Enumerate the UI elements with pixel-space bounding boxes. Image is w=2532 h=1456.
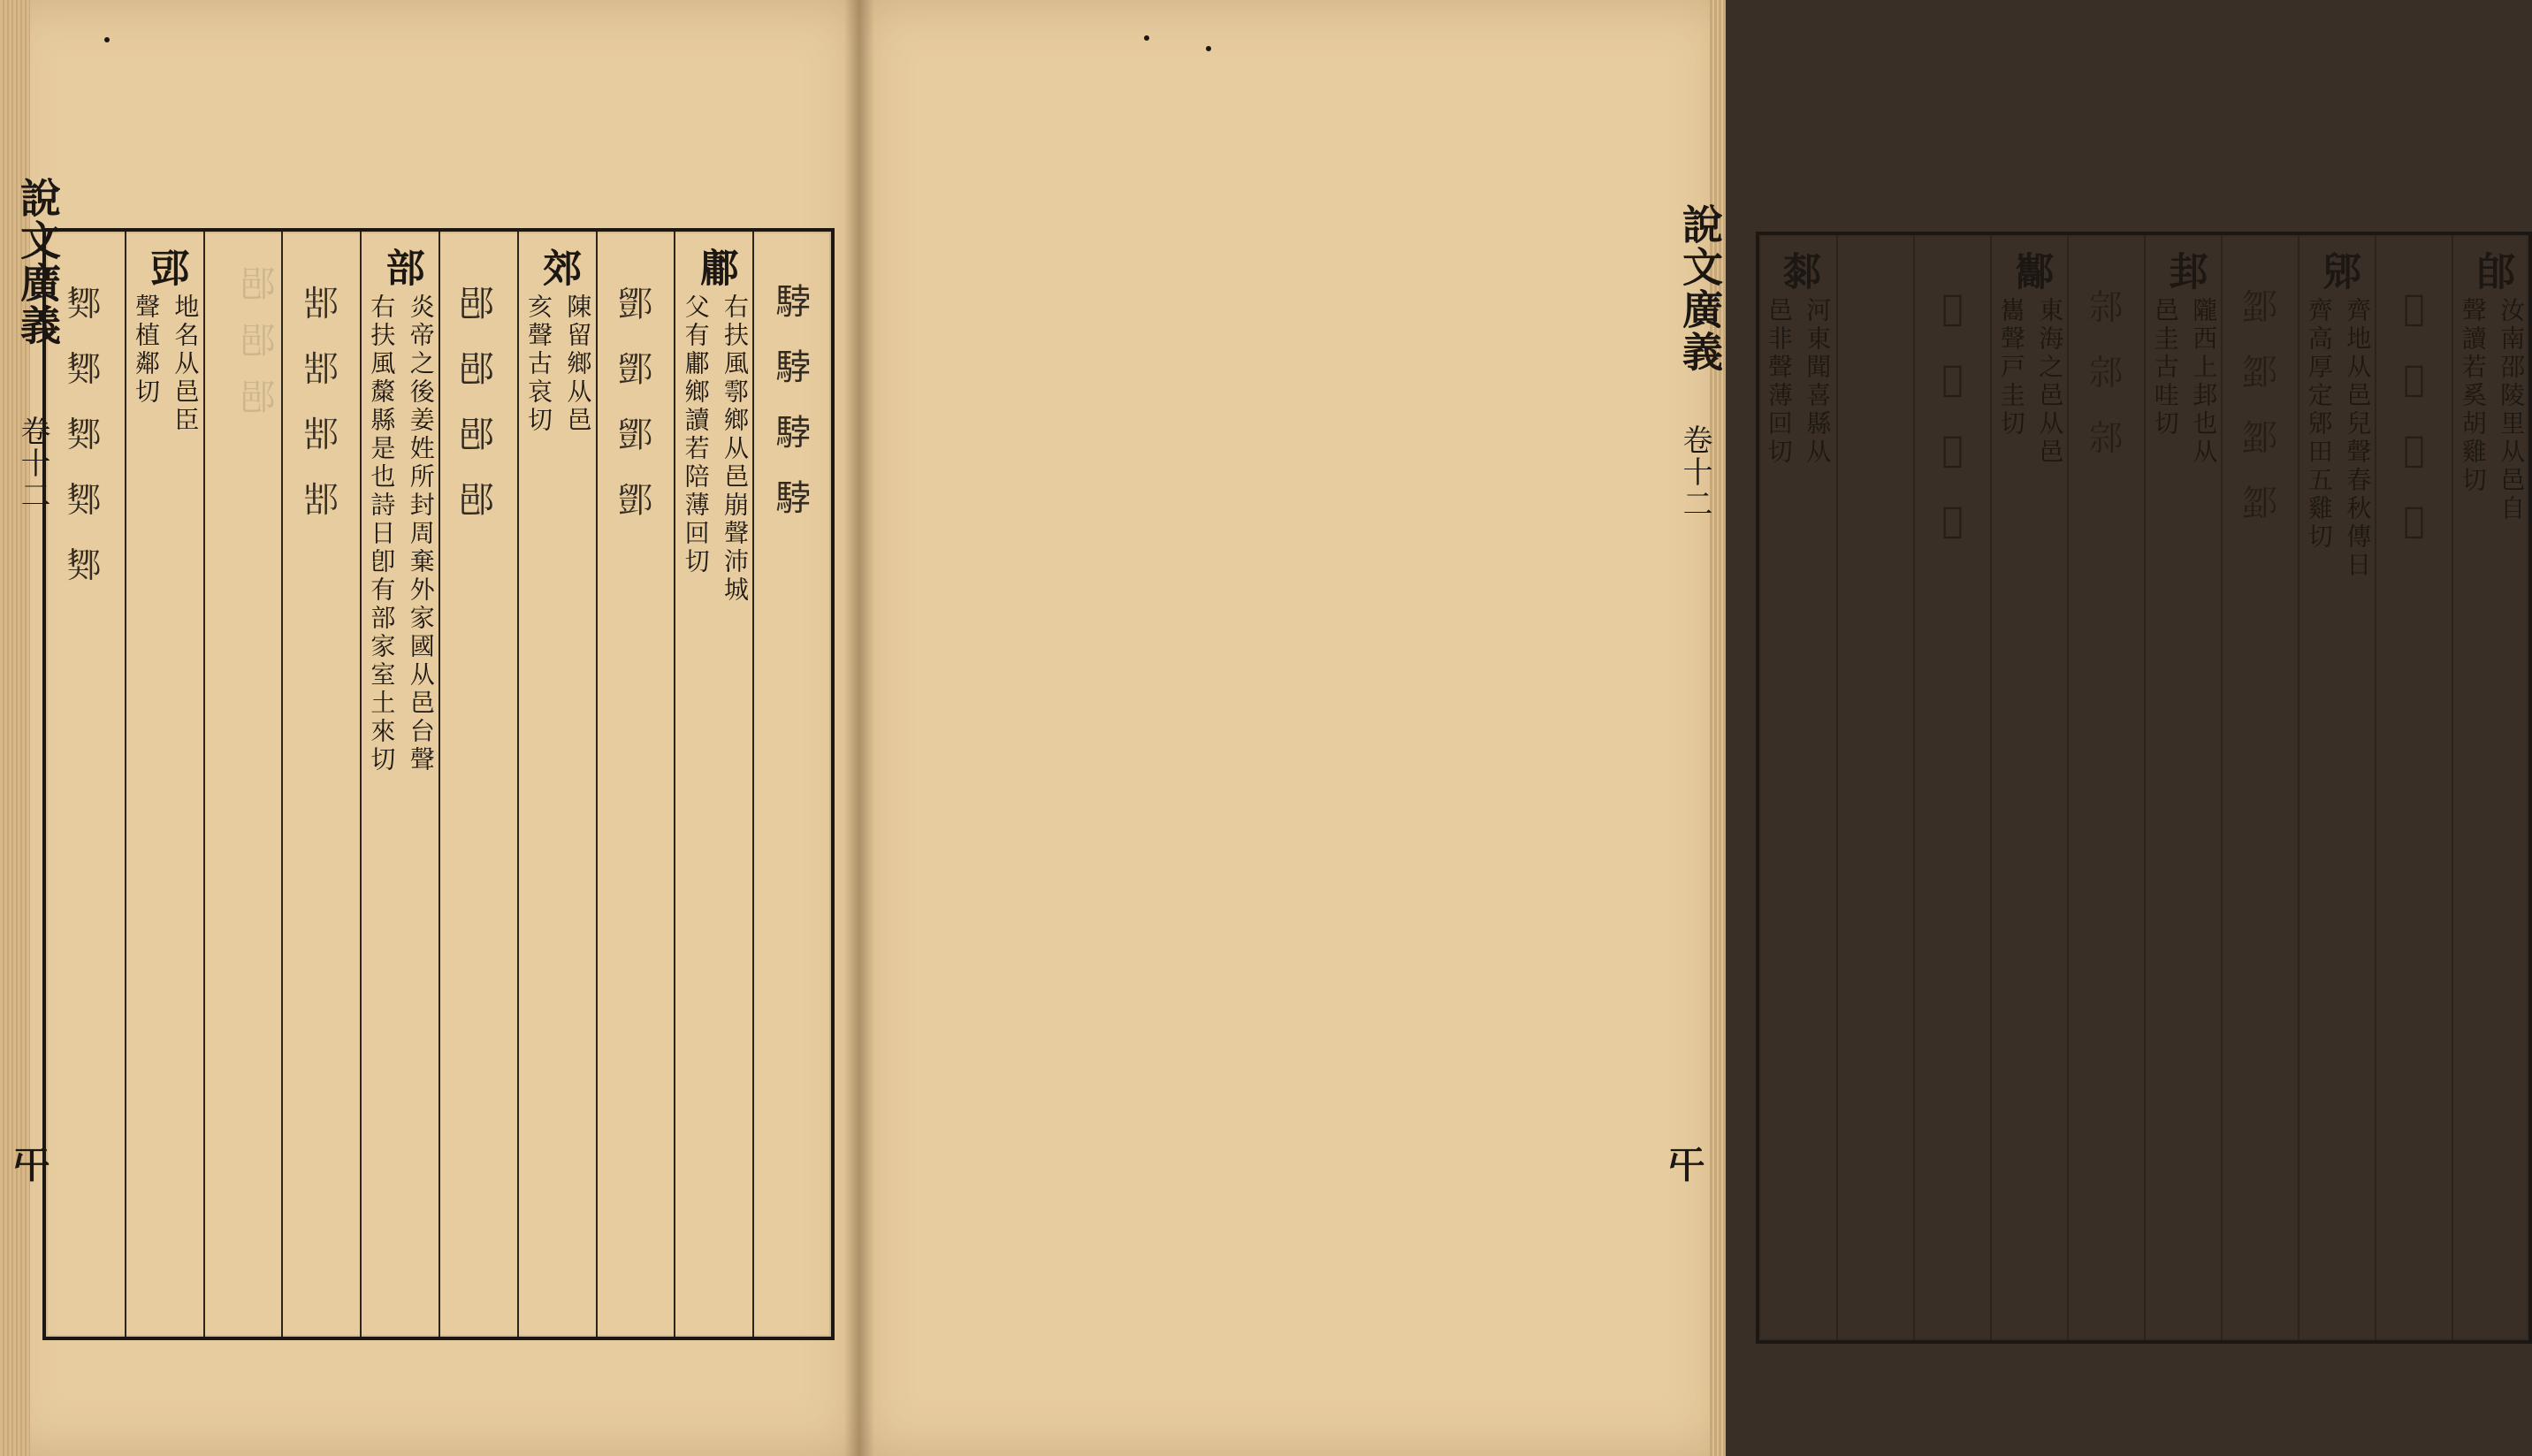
book-spine (844, 0, 874, 1456)
right-margin-juan: 卷十二 (1677, 424, 1712, 520)
headword: 䣛 (1775, 251, 1821, 290)
gloss-text: 右扶風斄縣是也詩日卽有部家室土來切 (367, 293, 397, 774)
text-column (1759, 235, 1836, 1340)
right-text-frame (1756, 232, 2532, 1344)
gloss-text: 汝南邵陵里从邑自 (2497, 297, 2527, 523)
left-text-frame (42, 228, 835, 1340)
gloss-text: 邑圭古哇切 (2150, 297, 2180, 438)
gloss-text: 地名从邑臣 (171, 293, 201, 435)
gloss-text: 邑非聲薄回切 (1764, 297, 1794, 467)
text-column (1990, 235, 2069, 1340)
gloss-text: 聲讀若奚胡雞切 (2458, 297, 2488, 495)
gloss-text: 右扶風鄠鄉从邑崩聲沛城 (721, 293, 750, 605)
text-column (752, 232, 833, 1337)
right-page (859, 0, 2527, 1456)
text-column (2298, 235, 2376, 1340)
text-column (439, 232, 519, 1337)
text-column (1836, 235, 1915, 1340)
headword: 酅 (2008, 251, 2054, 290)
seal-script-glyphs: 𨛱𨛱𨛱 (2084, 288, 2125, 484)
gloss-text: 河東聞喜縣从 (1803, 297, 1833, 467)
gloss-text: 齊高厚定郳田五雞切 (2304, 297, 2334, 552)
gloss-text: 亥聲古哀切 (524, 293, 553, 435)
seal-script-glyphs: 𨞥𨞥𨞥𨞥 (1932, 288, 1973, 571)
gloss-text: 巂聲戸圭切 (1996, 297, 2026, 438)
text-column (517, 232, 598, 1337)
gloss-text: 東海之邑从邑 (2035, 297, 2065, 467)
text-column (360, 232, 440, 1337)
gloss-text: 炎帝之後姜姓所封周棄外家國从邑台聲 (406, 293, 436, 774)
headword: 鄘 (692, 248, 738, 286)
text-column (2144, 235, 2223, 1340)
text-column (2452, 235, 2530, 1340)
gloss-text: 齊地从邑兒聲春秋傳日 (2343, 297, 2373, 580)
bleed-through: 𨛗𨛗𨛗 (234, 265, 275, 435)
gloss-text: 陳留鄉从邑 (563, 293, 593, 435)
left-folio: 𡕒 (12, 1143, 51, 1188)
text-column (2221, 235, 2299, 1340)
seal-script-glyphs: 𨞌𨞌𨞌𨞌 (614, 285, 654, 546)
headword: 部 (378, 248, 424, 286)
text-column (125, 232, 205, 1337)
headword: 郊 (536, 248, 582, 286)
ink-spot (1144, 35, 1149, 41)
text-column (1913, 235, 1992, 1340)
seal-script-glyphs: 𨜒𨜒𨜒𨜒𨜒 (62, 285, 103, 612)
headword: 邽 (2162, 251, 2208, 290)
seal-script-glyphs: 𨛜𨛜𨛜𨛜 (2393, 288, 2435, 571)
left-margin-title: 說文廣義 (14, 177, 62, 347)
left-margin-juan: 卷十二 (15, 415, 50, 511)
gloss-text: 聲植鄰切 (132, 293, 161, 407)
left-page (0, 0, 859, 1456)
seal-script-glyphs: 𨛗𨛗𨛗𨛗 (453, 285, 494, 546)
text-column (596, 232, 676, 1337)
text-column (46, 232, 125, 1337)
ink-spot (104, 37, 110, 42)
headword: 郳 (2315, 251, 2361, 290)
text-column (203, 232, 284, 1337)
gloss-text: 隴西上邽也从 (2189, 297, 2219, 467)
text-column (674, 232, 754, 1337)
seal-script-glyphs: 𨜗𨜗𨜗𨜗 (2238, 288, 2279, 550)
right-folio: 𡕒 (1667, 1143, 1706, 1188)
seal-script-glyphs: 𨜋𨜋𨜋𨜋 (299, 285, 340, 546)
ink-spot (1206, 46, 1211, 51)
right-margin-title: 說文廣義 (1676, 203, 1724, 373)
text-column (281, 232, 362, 1337)
text-column (2375, 235, 2453, 1340)
seal-script-glyphs: 𩣡𩣡𩣡𩣡 (771, 285, 812, 546)
headword: 郖 (143, 248, 189, 286)
text-column (2067, 235, 2146, 1340)
gloss-text: 父有鄘鄉讀若陪薄回切 (681, 293, 711, 576)
headword: 郋 (2469, 251, 2515, 290)
